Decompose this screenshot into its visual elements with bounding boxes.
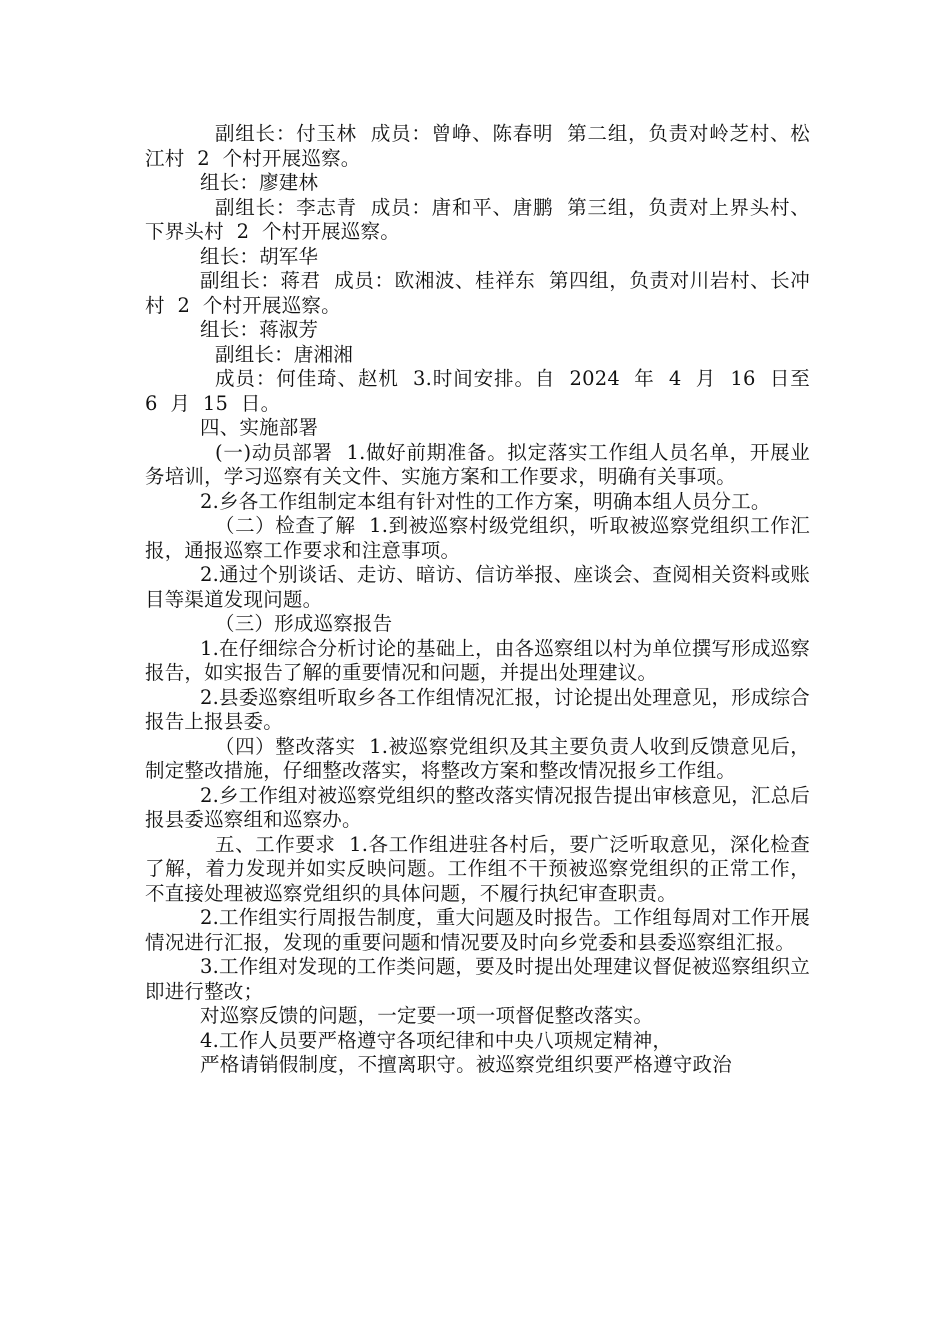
subsection-heading: （三）形成巡察报告: [215, 612, 393, 635]
paragraph: 对巡察反馈的问题，一定要一项一项督促整改落实。: [200, 1004, 654, 1027]
paragraph: 副组长：付玉林 成员：曾峥、陈春明 第二组，负责对岭芝村、松江村 2 个村开展巡察。: [145, 122, 810, 170]
paragraph: 严格请销假制度，不擅离职守。被巡察党组织要严格遵守政治: [200, 1053, 732, 1076]
paragraph: 副组长：李志青 成员：唐和平、唐鹏 第三组，负责对上界头村、下界头村 2 个村开展巡察。: [145, 195, 810, 243]
paragraph: （四）整改落实 1.被巡察党组织及其主要负责人收到反馈意见后，制定整改措施，仔细整改落实，将整改方案和整改情况报乡工作组。: [145, 734, 810, 782]
paragraph: 2.县委巡察组听取乡各工作组情况汇报，讨论提出处理意见，形成综合报告上报县委。: [145, 685, 811, 733]
paragraph: (一)动员部署 1.做好前期准备。拟定落实工作组人员名单，开展业务培训，学习巡察有关文件、实施方案和工作要求，明确有关事项。: [145, 440, 810, 488]
paragraph: 1.在仔细综合分析讨论的基础上，由各巡察组以村为单位撰写形成巡察报告，如实报告了解的重要情况和问题，并提出处理建议。: [145, 636, 811, 684]
paragraph: 副组长：蒋君 成员：欧湘波、桂祥东 第四组，负责对川岩村、长冲村 2 个村开展巡察。: [145, 269, 810, 317]
paragraph: 五、工作要求 1.各工作组进驻各村后，要广泛听取意见，深化检查了解，着力发现并如实反映问题。工作组不干预被巡察党组织的正常工作，不直接处理被巡察党组织的具体问题，不履行执纪审查职责。: [145, 832, 810, 905]
paragraph: 2.乡各工作组制定本组有针对性的工作方案，明确本组人员分工。: [200, 489, 771, 513]
paragraph: 4.工作人员要严格遵守各项纪律和中央八项规定精神，: [200, 1028, 673, 1052]
paragraph: 组长：胡军华: [200, 244, 319, 268]
paragraph: 组长：蒋淑芳: [200, 318, 319, 341]
paragraph: 3.工作组对发现的工作类问题，要及时提出处理建议督促被巡察组织立即进行整改；: [145, 955, 811, 1003]
paragraph: 2.通过个别谈话、走访、暗访、信访举报、座谈会、查阅相关资料或账目等渠道发现问题。: [145, 563, 811, 611]
paragraph: 2.工作组实行周报告制度，重大问题及时报告。工作组每周对工作开展情况进行汇报，发现的重要问题和情况要及时向乡党委和县委巡察组汇报。: [145, 906, 811, 954]
paragraph: （二）检查了解 1.到被巡察村级党组织，听取被巡察党组织工作汇报，通报巡察工作要求和注意事项。: [145, 514, 810, 562]
paragraph: 组长：廖建林: [200, 171, 319, 194]
paragraph: 2.乡工作组对被巡察党组织的整改落实情况报告提出审核意见，汇总后报县委巡察组和巡察办。: [145, 783, 811, 831]
paragraph: 成员：何佳琦、赵机 3.时间安排。自 2024 年 4 月 16 日至 6 月 15 日。: [145, 367, 823, 415]
paragraph: 副组长：唐湘湘: [215, 342, 353, 366]
section-heading: 四、实施部署: [200, 416, 319, 439]
document-body: [145, 122, 823, 1078]
